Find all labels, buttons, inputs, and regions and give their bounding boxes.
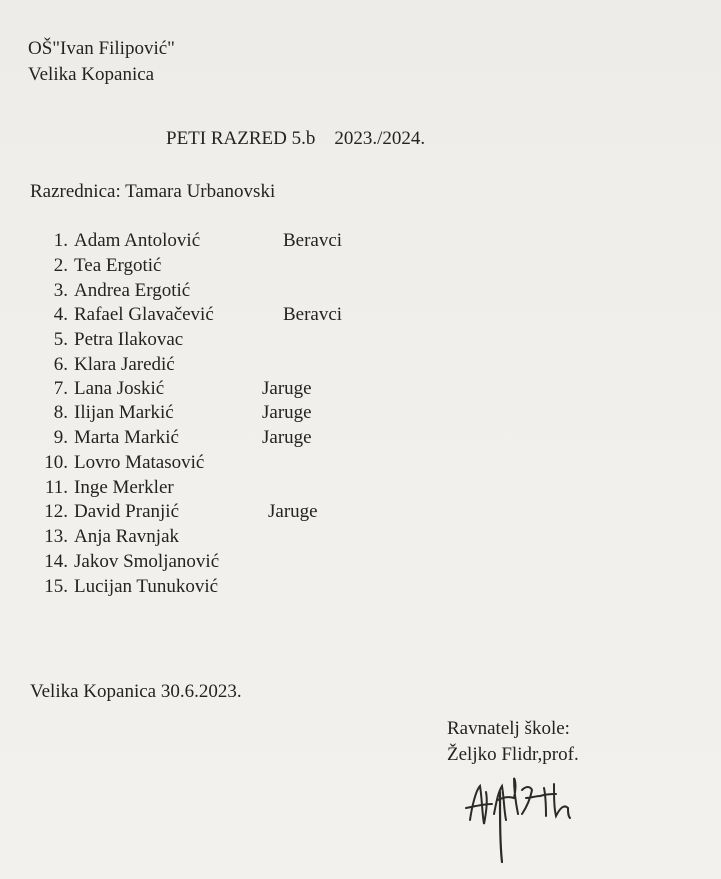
student-name: Rafael Glavačević [74,304,214,325]
student-name: Petra Ilakovac [74,329,184,350]
student-number: 15. [44,576,68,597]
student-name: Marta Markić [74,427,179,448]
student-name: Tea Ergotić [74,255,162,276]
student-row [36,426,312,450]
principal-name: Željko Flidr,prof. [447,744,579,765]
student-number: 14. [44,551,68,572]
school-town: Velika Kopanica [28,64,155,85]
principal-block [447,716,579,768]
student-name: Jakov Smoljanović [74,551,220,572]
student-number: 8. [53,402,68,423]
class-teacher: Razrednica: Tamara Urbanovski [30,181,276,202]
student-row [36,279,190,303]
student-number: 13. [44,526,68,547]
principal-role: Ravnatelj škole: [447,718,570,739]
student-village: Jaruge [262,427,312,448]
student-number: 6. [53,354,68,375]
student-name: Lovro Matasović [74,452,205,473]
student-row [36,229,343,253]
student-name: Adam Antolović [74,230,201,251]
student-number: 11. [44,477,68,498]
student-village: Beravci [283,230,343,251]
student-row [36,377,312,401]
student-number: 10. [44,452,68,473]
student-number: 12. [44,501,68,522]
student-name: Andrea Ergotić [74,280,191,301]
signature-image [456,768,586,868]
student-number: 4. [53,304,68,325]
student-number: 7. [53,378,68,399]
class-title: PETI RAZRED 5.b 2023./2024. [166,128,426,149]
school-header [28,36,175,88]
student-row [36,525,179,549]
student-row [36,254,161,278]
student-row [36,500,318,524]
student-row [36,401,312,425]
student-name: Ilijan Markić [74,402,174,423]
student-row [36,303,343,327]
student-village: Beravci [283,304,343,325]
student-row [36,328,183,352]
student-village: Jaruge [262,402,312,423]
student-row [36,575,218,599]
student-village: Jaruge [262,378,312,399]
student-row [36,476,174,500]
student-row [36,451,204,475]
student-name: Lana Joskić [74,378,165,399]
place-date: Velika Kopanica 30.6.2023. [30,681,242,702]
student-number: 2. [53,255,68,276]
student-village: Jaruge [268,501,318,522]
student-number: 3. [53,280,68,301]
student-number: 1. [53,230,68,251]
school-name: OŠ"Ivan Filipović" [28,38,175,59]
student-row [36,550,219,574]
student-number: 9. [53,427,68,448]
student-name: Lucijan Tunuković [74,576,219,597]
student-name: Klara Jaredić [74,354,175,375]
student-name: Inge Merkler [74,477,174,498]
student-name: Anja Ravnjak [74,526,180,547]
student-number: 5. [53,329,68,350]
student-row [36,353,175,377]
student-name: David Pranjić [74,501,180,522]
